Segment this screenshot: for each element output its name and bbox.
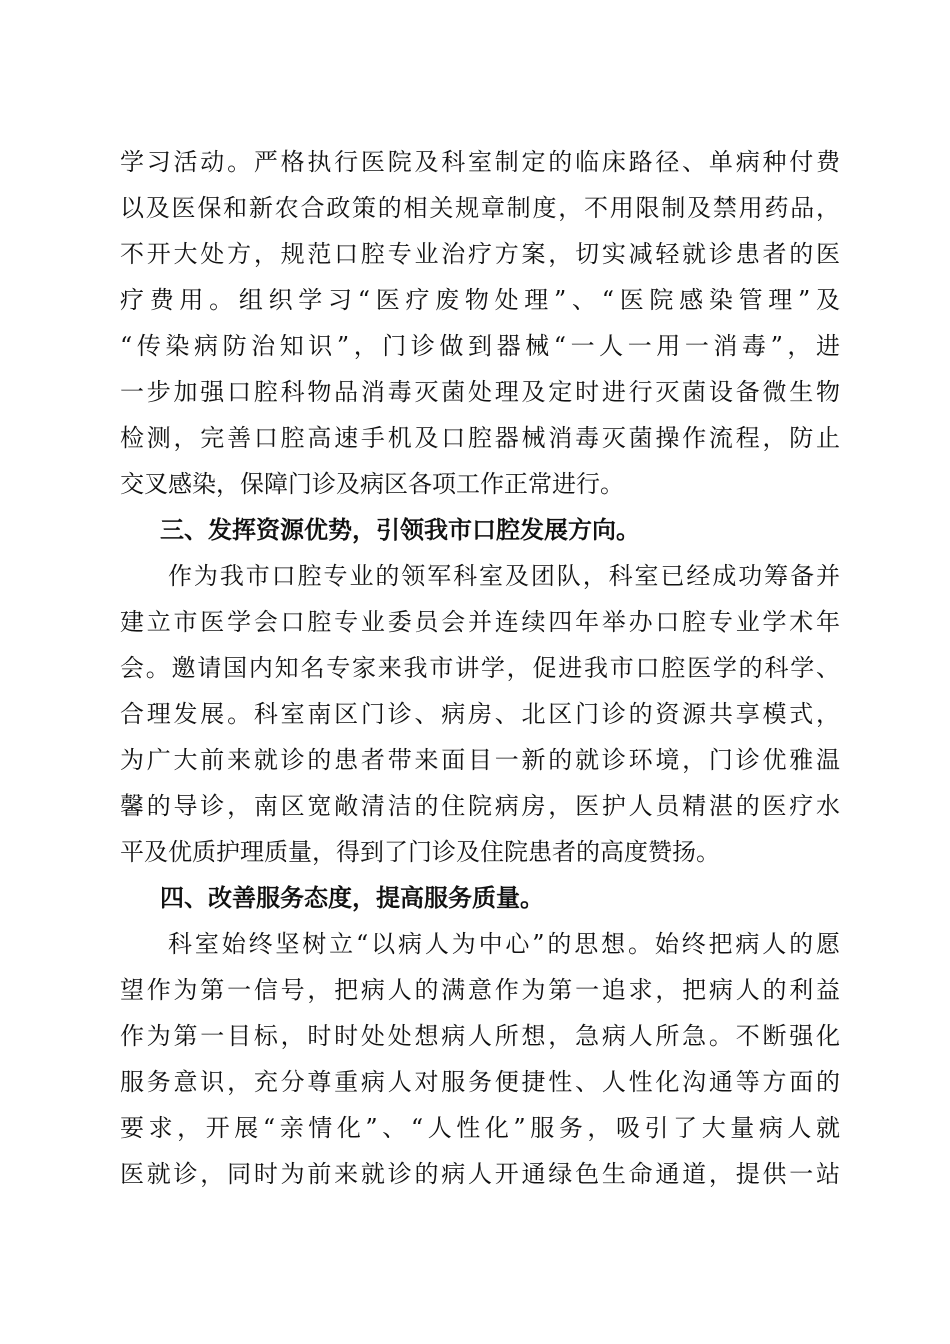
paragraph-1-line: 不开大处方，规范口腔专业治疗方案，切实减轻就诊患者的医 [120, 240, 840, 268]
paragraph-1-line: 以及医保和新农合政策的相关规章制度，不用限制及禁用药品， [120, 194, 840, 222]
paragraph-3-line: 作为第一目标，时时处处想病人所想，急病人所急。不断强化 [120, 1022, 840, 1050]
paragraph-1-line: “传染病防治知识”，门诊做到器械“一人一用一消毒”，进 [120, 332, 840, 360]
paragraph-2-line: 为广大前来就诊的患者带来面目一新的就诊环境，门诊优雅温 [120, 746, 840, 774]
paragraph-1-line: 检测，完善口腔高速手机及口腔器械消毒灭菌操作流程，防止 [120, 424, 840, 452]
paragraph-2-line: 馨的导诊，南区宽敞清洁的住院病房，医护人员精湛的医疗水 [120, 792, 840, 820]
paragraph-1-line: 交叉感染，保障门诊及病区各项工作正常进行。 [120, 470, 624, 498]
section-heading-4: 四、改善服务态度，提高服务质量。 [160, 884, 544, 912]
paragraph-3-line: 望作为第一信号，把病人的满意作为第一追求，把病人的利益 [120, 976, 840, 1004]
paragraph-3-line: 服务意识，充分尊重病人对服务便捷性、人性化沟通等方面的 [120, 1068, 840, 1096]
paragraph-2-line: 建立市医学会口腔专业委员会并连续四年举办口腔专业学术年 [120, 608, 840, 636]
paragraph-1-line: 疗费用。组织学习“医疗废物处理”、“医院感染管理”及 [120, 286, 840, 314]
paragraph-3-line: 医就诊，同时为前来就诊的病人开通绿色生命通道，提供一站 [120, 1160, 840, 1188]
paragraph-3-line: 科室始终坚树立“以病人为中心”的思想。始终把病人的愿 [168, 930, 840, 958]
section-heading-3: 三、发挥资源优势，引领我市口腔发展方向。 [160, 516, 640, 544]
paragraph-1-line: 一步加强口腔科物品消毒灭菌处理及定时进行灭菌设备微生物 [120, 378, 840, 406]
paragraph-2-line: 合理发展。科室南区门诊、病房、北区门诊的资源共享模式， [120, 700, 840, 728]
paragraph-1-line: 学习活动。严格执行医院及科室制定的临床路径、单病种付费 [120, 148, 840, 176]
paragraph-2-line: 作为我市口腔专业的领军科室及团队，科室已经成功筹备并 [168, 562, 840, 590]
paragraph-3-line: 要求，开展“亲情化”、“人性化”服务，吸引了大量病人就 [120, 1114, 840, 1142]
paragraph-2-line: 会。邀请国内知名专家来我市讲学，促进我市口腔医学的科学、 [120, 654, 840, 682]
paragraph-2-line: 平及优质护理质量，得到了门诊及住院患者的高度赞扬。 [120, 838, 720, 866]
